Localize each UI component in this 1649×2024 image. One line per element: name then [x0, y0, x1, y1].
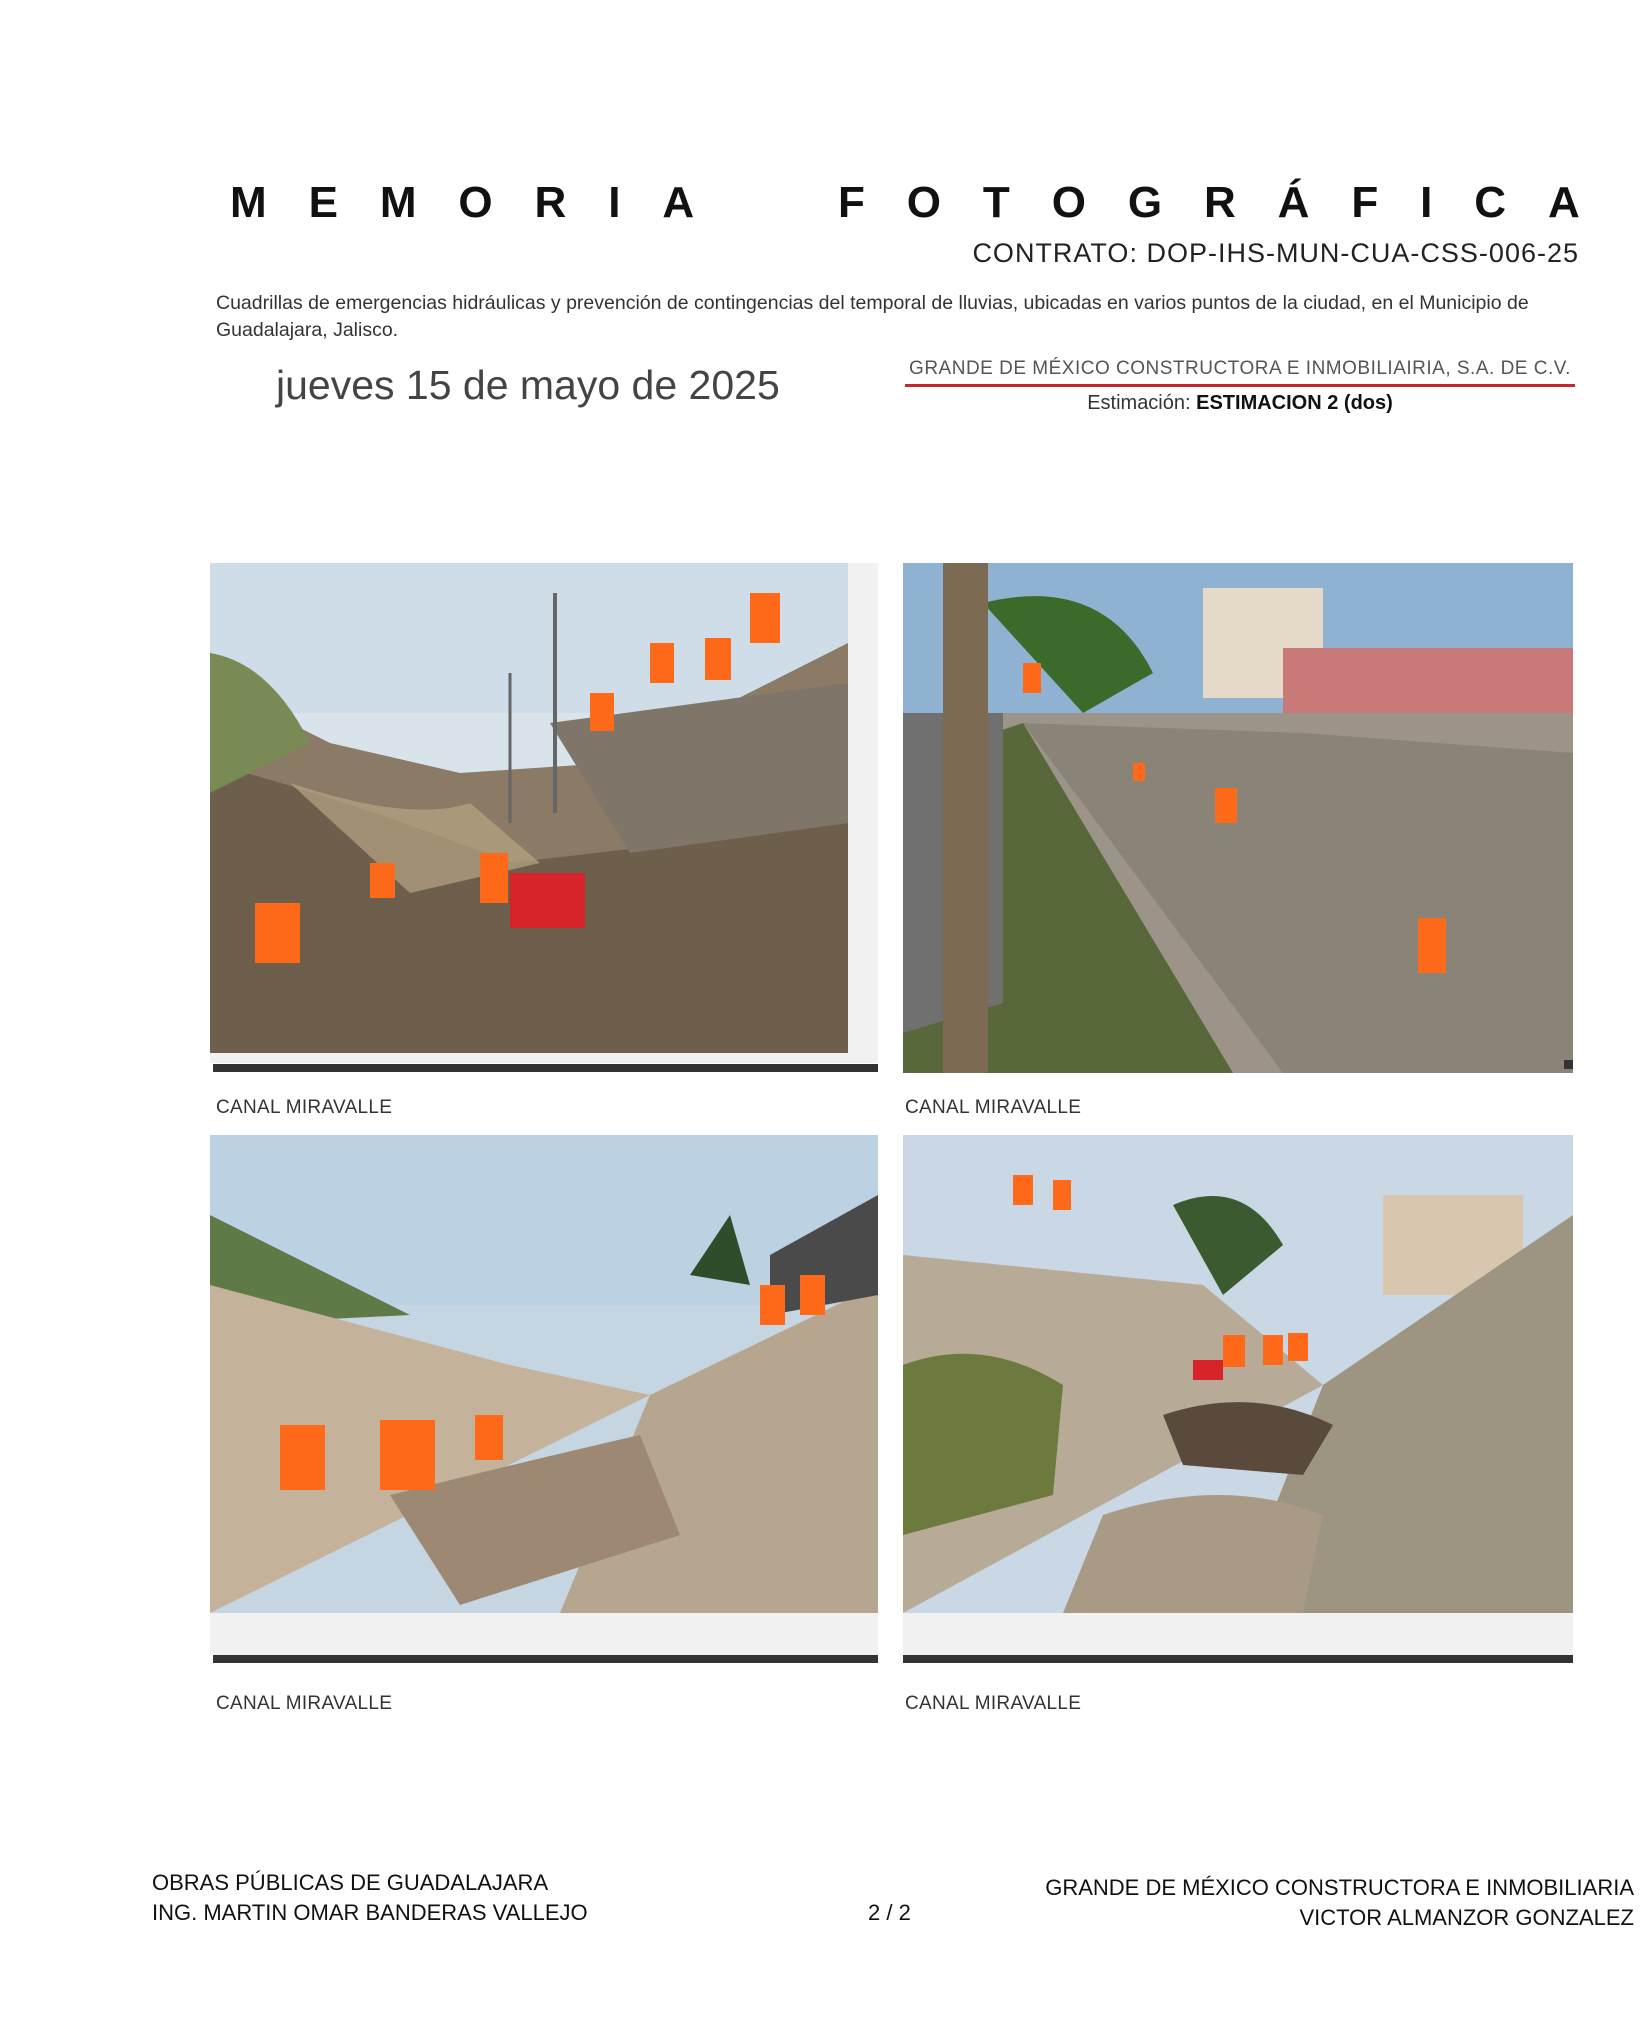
- photo-caption-3: CANAL MIRAVALLE: [216, 1693, 393, 1714]
- title-letter: G: [1127, 178, 1163, 227]
- title-letter: F: [1351, 178, 1379, 227]
- photo-caption-2: CANAL MIRAVALLE: [905, 1097, 1082, 1118]
- title-letter: E: [308, 178, 338, 227]
- contract-number: CONTRATO: DOP-IHS-MUN-CUA-CSS-006-25: [972, 238, 1579, 268]
- canal-cleanup-photo-3: [210, 1135, 878, 1613]
- title-letter: M: [379, 178, 417, 227]
- photo-caption-1: CANAL MIRAVALLE: [216, 1097, 393, 1118]
- footer-right-person: VICTOR ALMANZOR GONZALEZ: [1299, 1905, 1634, 1930]
- company-name: GRANDE DE MÉXICO CONSTRUCTORA E INMOBILIAIRIA, S.A. DE C.V.: [905, 358, 1575, 387]
- title-letter: C: [1474, 178, 1507, 227]
- title-letter: I: [608, 178, 621, 227]
- title-letter: R: [534, 178, 567, 227]
- canal-cleanup-photo-2: [903, 563, 1573, 1073]
- photo-frame-4: [903, 1135, 1573, 1655]
- footer-right-org: GRANDE DE MÉXICO CONSTRUCTORA E INMOBILIARIA: [1045, 1875, 1634, 1900]
- title-letter: O: [906, 178, 941, 227]
- estimation-line: [905, 392, 1575, 415]
- footer-right: [1045, 1873, 1634, 1933]
- title-letter: A: [662, 178, 695, 227]
- report-date: jueves 15 de mayo de 2025: [276, 362, 780, 408]
- photo-divider-4: [903, 1655, 1573, 1663]
- title-letter: A: [1547, 178, 1580, 227]
- canal-cleanup-photo-4: [903, 1135, 1573, 1613]
- photo-frame-3: [210, 1135, 878, 1655]
- canal-cleanup-photo-1: [210, 563, 848, 1053]
- footer-left: [152, 1868, 588, 1928]
- description-text: Cuadrillas de emergencias hidráulicas y prevención de contingencias del temporal de lluvias, ubicadas en varios puntos de la ciudad, en el Municipio de Guadalajara, Jalisco.: [216, 292, 1529, 341]
- footer-left-org: OBRAS PÚBLICAS DE GUADALAJARA: [152, 1870, 549, 1895]
- title-letter: I: [1420, 178, 1433, 227]
- footer-left-person: ING. MARTIN OMAR BANDERAS VALLEJO: [152, 1900, 588, 1925]
- photo-divider-2: [1564, 1060, 1573, 1069]
- title-letter: R: [1203, 178, 1236, 227]
- title-letter: T: [982, 178, 1010, 227]
- page-title: [230, 178, 1580, 228]
- title-letter: F: [837, 178, 865, 227]
- page-number: 2 / 2: [868, 1900, 911, 1925]
- title-letter: M: [230, 178, 267, 227]
- title-word-gap: [736, 178, 796, 228]
- photo-divider-1: [213, 1064, 878, 1072]
- title-letter: O: [1051, 178, 1086, 227]
- photo-caption-4: CANAL MIRAVALLE: [905, 1693, 1082, 1714]
- photo-frame-1: [210, 563, 878, 1063]
- photo-divider-3: [213, 1655, 878, 1663]
- title-letter: O: [458, 178, 493, 227]
- estimation-value: ESTIMACION 2 (dos): [1196, 392, 1393, 414]
- estimation-label: Estimación:: [1087, 392, 1191, 414]
- photo-frame-2: [903, 563, 1573, 1073]
- title-letter: Á: [1277, 178, 1310, 227]
